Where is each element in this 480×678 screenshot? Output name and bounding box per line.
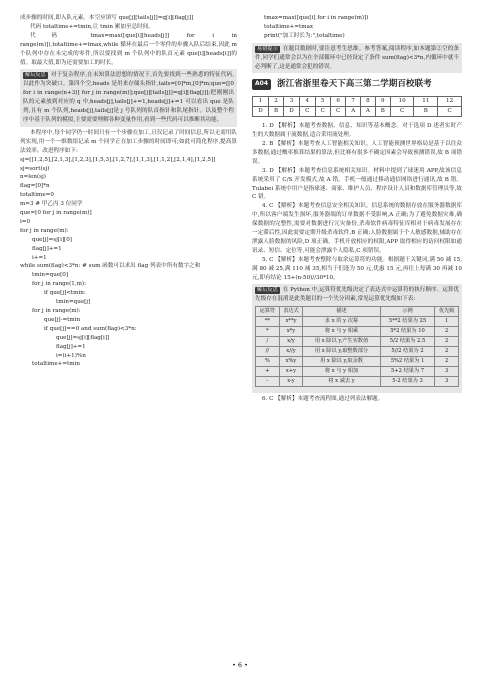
code-line: i=(i+1)%n — [56, 352, 86, 359]
table-cell: C — [315, 107, 330, 117]
code-line: totaltime=0 — [20, 192, 54, 199]
code-line: tmin=que[j] — [56, 299, 91, 306]
table-cell: 将 x 与 y 相加 — [303, 366, 380, 376]
table-cell: - — [256, 376, 280, 386]
table-cell: B — [375, 107, 390, 117]
reflection-tag: 解后反思 — [25, 72, 46, 79]
table-cell: 5 — [315, 97, 330, 107]
code-line: print("加工时长为:",totaltime) — [264, 32, 345, 39]
table-cell: 5-2 结果为 3 — [380, 376, 435, 386]
table-cell: A — [361, 107, 376, 117]
section-title — [252, 79, 462, 90]
code-line: que[j]=sj[i][0] — [32, 236, 72, 243]
table-row — [256, 317, 459, 327]
table-cell: 将 x 与 y 相乘 — [303, 327, 380, 337]
reflection-text: 对于复杂程序,在未知算法思想的情况下,首先要找到一些熟悉的特征代码,以此作为突破口。第四个空,heads 是用来存储头指针,tails=[0]*m,[0]*m;que=[[0 for i in range(n+3)] for j in range(m)];que[j][tails[j]]=q[i][flag[j]];把刚刚出队的元素放到对应的 q 中,heads[j],tails[j]+=1,heads[j]+=1 可以看出 que 是队列,且有 m 个队列,heads[j],tails[j]是 j 号队列的队首指针和队尾指针。以及整个程序中基于队列的模拟,主要需要理解各种变量作用,看到一些代码可以推断其功能。 — [23, 72, 234, 123]
answer-explanation: 4. C 【解析】本题考查信息安全相关知识。信息系统的数据存放在服务器数据库中,所以客户端发生损坏,服务器端的订单数据不受影响,A 正确;为了避免数据灾难,确保数据的完整性,需要对数据进行冗灾备份,杀毒软件病毒特征库相对于病毒发展存在一定滞后性,因此需要定期升级杀毒软件,B 正确;人脸数据属于个人敏感数据,辅助存在泄露人脸数据的风险,D 项正确。手机开放相应的权限,APP 取得相应的访问权限如通讯录、短信、定位等,可能会泄露个人隐私,C 项错误。 — [252, 203, 462, 254]
code-line: sj=[[1,2,5],[2,1,3],[1,2,3],[1,5,3],[1,2,7],[1,1,3],[1,1,2],[2,1,4],[1,2,5]] — [20, 156, 216, 163]
table-header-row — [256, 307, 459, 317]
table-cell: 用 x 除以 y,产生实数值 — [303, 337, 380, 347]
code-line: sj=sort(sj) — [20, 165, 50, 172]
table-cell: 将 x 减去 y — [303, 376, 380, 386]
answer-explanation: 3. D 【解析】本题考查信息系统相关知识。材料中提到了球迷用 APP,故该信息系统采用了 C/S 开发模式,故 A 错。手机一般通过移动通信网络进行通讯,故 B 错。Tulabei 系统中用户是指球迷、商家、维护人员、程序设计人员和数据库管理员等,故 C 错。 — [252, 167, 462, 201]
code-block — [252, 14, 462, 41]
table-cell: 10 — [390, 97, 414, 107]
code-line: while sum(flag)<3*n: # sum 函数可以求出 flag 列表中所有数字之和 — [20, 263, 201, 270]
code-line: m=3 # 甲乙丙 3 位同学 — [20, 201, 83, 208]
table-cell: 1 — [253, 97, 269, 107]
table-cell: D — [284, 107, 300, 117]
table-cell: 5**2 结果为 25 — [380, 317, 435, 327]
table-cell: C — [390, 107, 414, 117]
answer-letter-row — [253, 107, 462, 117]
error-tip-tag: 易错提示 — [257, 45, 278, 52]
table-row — [256, 356, 459, 366]
code-line: que[j]-=tmin — [44, 316, 81, 323]
table-row — [256, 376, 459, 386]
page-number: • 6 • — [232, 661, 248, 669]
table-cell: 用 x 除以 y,取余数 — [303, 356, 380, 366]
table-cell: B — [269, 107, 284, 117]
code-line: flag=[0]*n — [20, 183, 50, 190]
table-cell: 6 — [330, 97, 345, 107]
table-cell: D — [253, 107, 269, 117]
table-cell: x%y — [279, 356, 303, 366]
code-line: i+=1 — [32, 254, 47, 261]
table-cell: x//y — [279, 346, 303, 356]
code-line: if que[j]<tmin: — [44, 290, 86, 297]
table-cell: 3 — [435, 376, 459, 386]
table-cell: 3 — [284, 97, 300, 107]
table-cell: 5%2 结果为 1 — [380, 356, 435, 366]
table-cell: B — [414, 107, 438, 117]
table-cell: 3 — [435, 366, 459, 376]
code-line: tmax=max([que[i] for i in range(m)]) — [264, 15, 369, 21]
code-block — [20, 156, 237, 370]
code-line: tmin=que[0] — [32, 272, 69, 279]
code-line: que=[0 for j in range(m)] — [20, 210, 92, 217]
table-cell: 求 x 的 y 次幂 — [303, 317, 380, 327]
operator-table — [255, 306, 459, 386]
table-row — [256, 366, 459, 376]
reflection-box — [20, 69, 237, 126]
table-header: 运算符 — [256, 307, 280, 317]
table-cell: 2 — [269, 97, 284, 107]
code-line: for j in range(m): — [32, 308, 81, 314]
table-cell: C — [330, 107, 345, 117]
table-row — [256, 337, 459, 347]
answer-explanation: 6. C 【解析】本题考查流程图,通过列表法解题。 — [262, 395, 384, 402]
table-cell: 1 — [435, 317, 459, 327]
table-cell: // — [256, 346, 280, 356]
code-line: flag[j]+=1 — [56, 343, 86, 350]
section-heading: 浙江省浙里卷天下高三第二学期百校联考 — [277, 79, 432, 90]
error-tip-text: 在题目数据时,要注意考生思维。参考答案,阅读程序,如本题第②空的条件,同学们通常会以为在全部循环中已经设定了条件 sum(flag)<3*n,内循环中就不必判断了,这是通常会犯的错误。 — [255, 45, 459, 70]
answer-explanation: 2. B 【解析】本题考查人工智能相关知识。人工智能预测世界格局是基于以往众多数据,通过概率推算结果的算法,但比赛有很多不确定因素会导致预测错误,故 B 项错误。 — [252, 140, 462, 165]
code-line: totaltime+=tmin — [32, 361, 80, 368]
table-cell: 2 — [435, 346, 459, 356]
table-cell: % — [256, 356, 280, 366]
table-cell: * — [256, 327, 280, 337]
table-cell: x/y — [279, 337, 303, 347]
table-cell: 7 — [346, 97, 361, 107]
table-cell: 5+2 结果为 7 — [380, 366, 435, 376]
code-line: n=len(sj) — [20, 174, 46, 181]
paragraph: 代码 tmax=max([que[i][heads[j]] for i in range(m)]),totaltime+=tmax,while 循环在最后一个零件的步骤入队后结束,因此 m 个队列中存在未完成的零件,所以要找到 m 个队列中的队首元素 que[i][heads[i]]的值。取最大值,即为还需要加工的时长。 — [20, 32, 237, 66]
table-cell: 5/2 结果为 2.5 — [380, 337, 435, 347]
left-column — [20, 14, 237, 369]
reflection-tag: 解后反思 — [257, 287, 278, 294]
code-line: i=0 — [20, 218, 31, 225]
table-cell: 2 — [435, 356, 459, 366]
table-header: 描述 — [303, 307, 380, 317]
code-line: que[j]=sj[i][flag[i]] — [56, 334, 110, 341]
table-row — [256, 327, 459, 337]
table-header: 优先级 — [435, 307, 459, 317]
table-header: 表达式 — [279, 307, 303, 317]
table-cell: 9 — [375, 97, 390, 107]
code-line: for j in range(m): — [20, 227, 69, 234]
table-cell: 11 — [414, 97, 438, 107]
code-line: flag[j]+=1 — [32, 245, 62, 252]
table-cell: / — [256, 337, 280, 347]
table-cell: C — [300, 107, 315, 117]
table-cell: 2 — [435, 337, 459, 347]
error-tip-box — [252, 43, 462, 74]
answer-number-row — [253, 97, 462, 107]
table-cell: 5*2 结果为 10 — [380, 327, 435, 337]
table-cell: + — [256, 366, 280, 376]
table-cell: 8 — [361, 97, 376, 107]
table-header: 示例 — [380, 307, 435, 317]
paragraph: 本程序中,每个同学仍一时间只有一个步骤在加工,且仅记录了时间信息,所以无需用队列实现,用一个一维数组记录 m 个同学正在加工步骤的时间即可;如此可简化程序,提高算法效率。改进程序如下: — [20, 129, 237, 154]
table-row — [256, 346, 459, 356]
table-cell: 5//2 结果为 2 — [380, 346, 435, 356]
table-cell: x**y — [279, 317, 303, 327]
table-cell: 12 — [438, 97, 462, 107]
answer-explanation: 1. D 【解析】本题考查数据、信息、知识等基本概念。对于选项 D 述者实时产生的大数据属于流数据,适合采用流处理。 — [252, 123, 462, 139]
table-cell: 4 — [300, 97, 315, 107]
answer-table — [252, 96, 462, 117]
table-cell: 用 x 除以 y,取整数部分 — [303, 346, 380, 356]
table-cell: 2 — [435, 327, 459, 337]
code-line: for j in range(1,m): — [32, 281, 86, 288]
paragraph: 成步骤的时间,即入队元素。本空应填写 que[j][tails[j]]=q[i][flag[j]] — [20, 15, 194, 21]
table-cell: x*y — [279, 327, 303, 337]
code-line: totaltime+=tmax — [264, 23, 314, 30]
table-cell: C — [438, 107, 462, 117]
answer-explanation: 5. C 【解析】本题考查整除与取余运算符的功能。根据题干关键词,满 50 减 15,满 80 减 25,满 110 减 35,相当于们逢为 50 元,优惠 15 元,再往上每满 30 再减 10 元,即有结论 15+(n-50)//30*10。 — [252, 256, 462, 281]
reflection-box — [252, 284, 462, 392]
section-tag: A04 — [252, 79, 271, 90]
table-cell: x+y — [279, 366, 303, 376]
table-cell: A — [346, 107, 361, 117]
table-cell: x-y — [279, 376, 303, 386]
reflection-text: 在 Python 中,运算符优先级决定了表达式中运算符的执行顺序。运算优先级存在混淆是此类题目的一个失分因素,常见运算优先级如下表: — [255, 287, 459, 303]
right-column — [252, 14, 462, 403]
code-line: if que[j]==0 and sum(flag)<3*n: — [44, 325, 137, 332]
table-cell: ** — [256, 317, 280, 327]
paragraph: 代码 totaltime+=tmin,让 tmin 累加至总时间。 — [30, 23, 154, 30]
